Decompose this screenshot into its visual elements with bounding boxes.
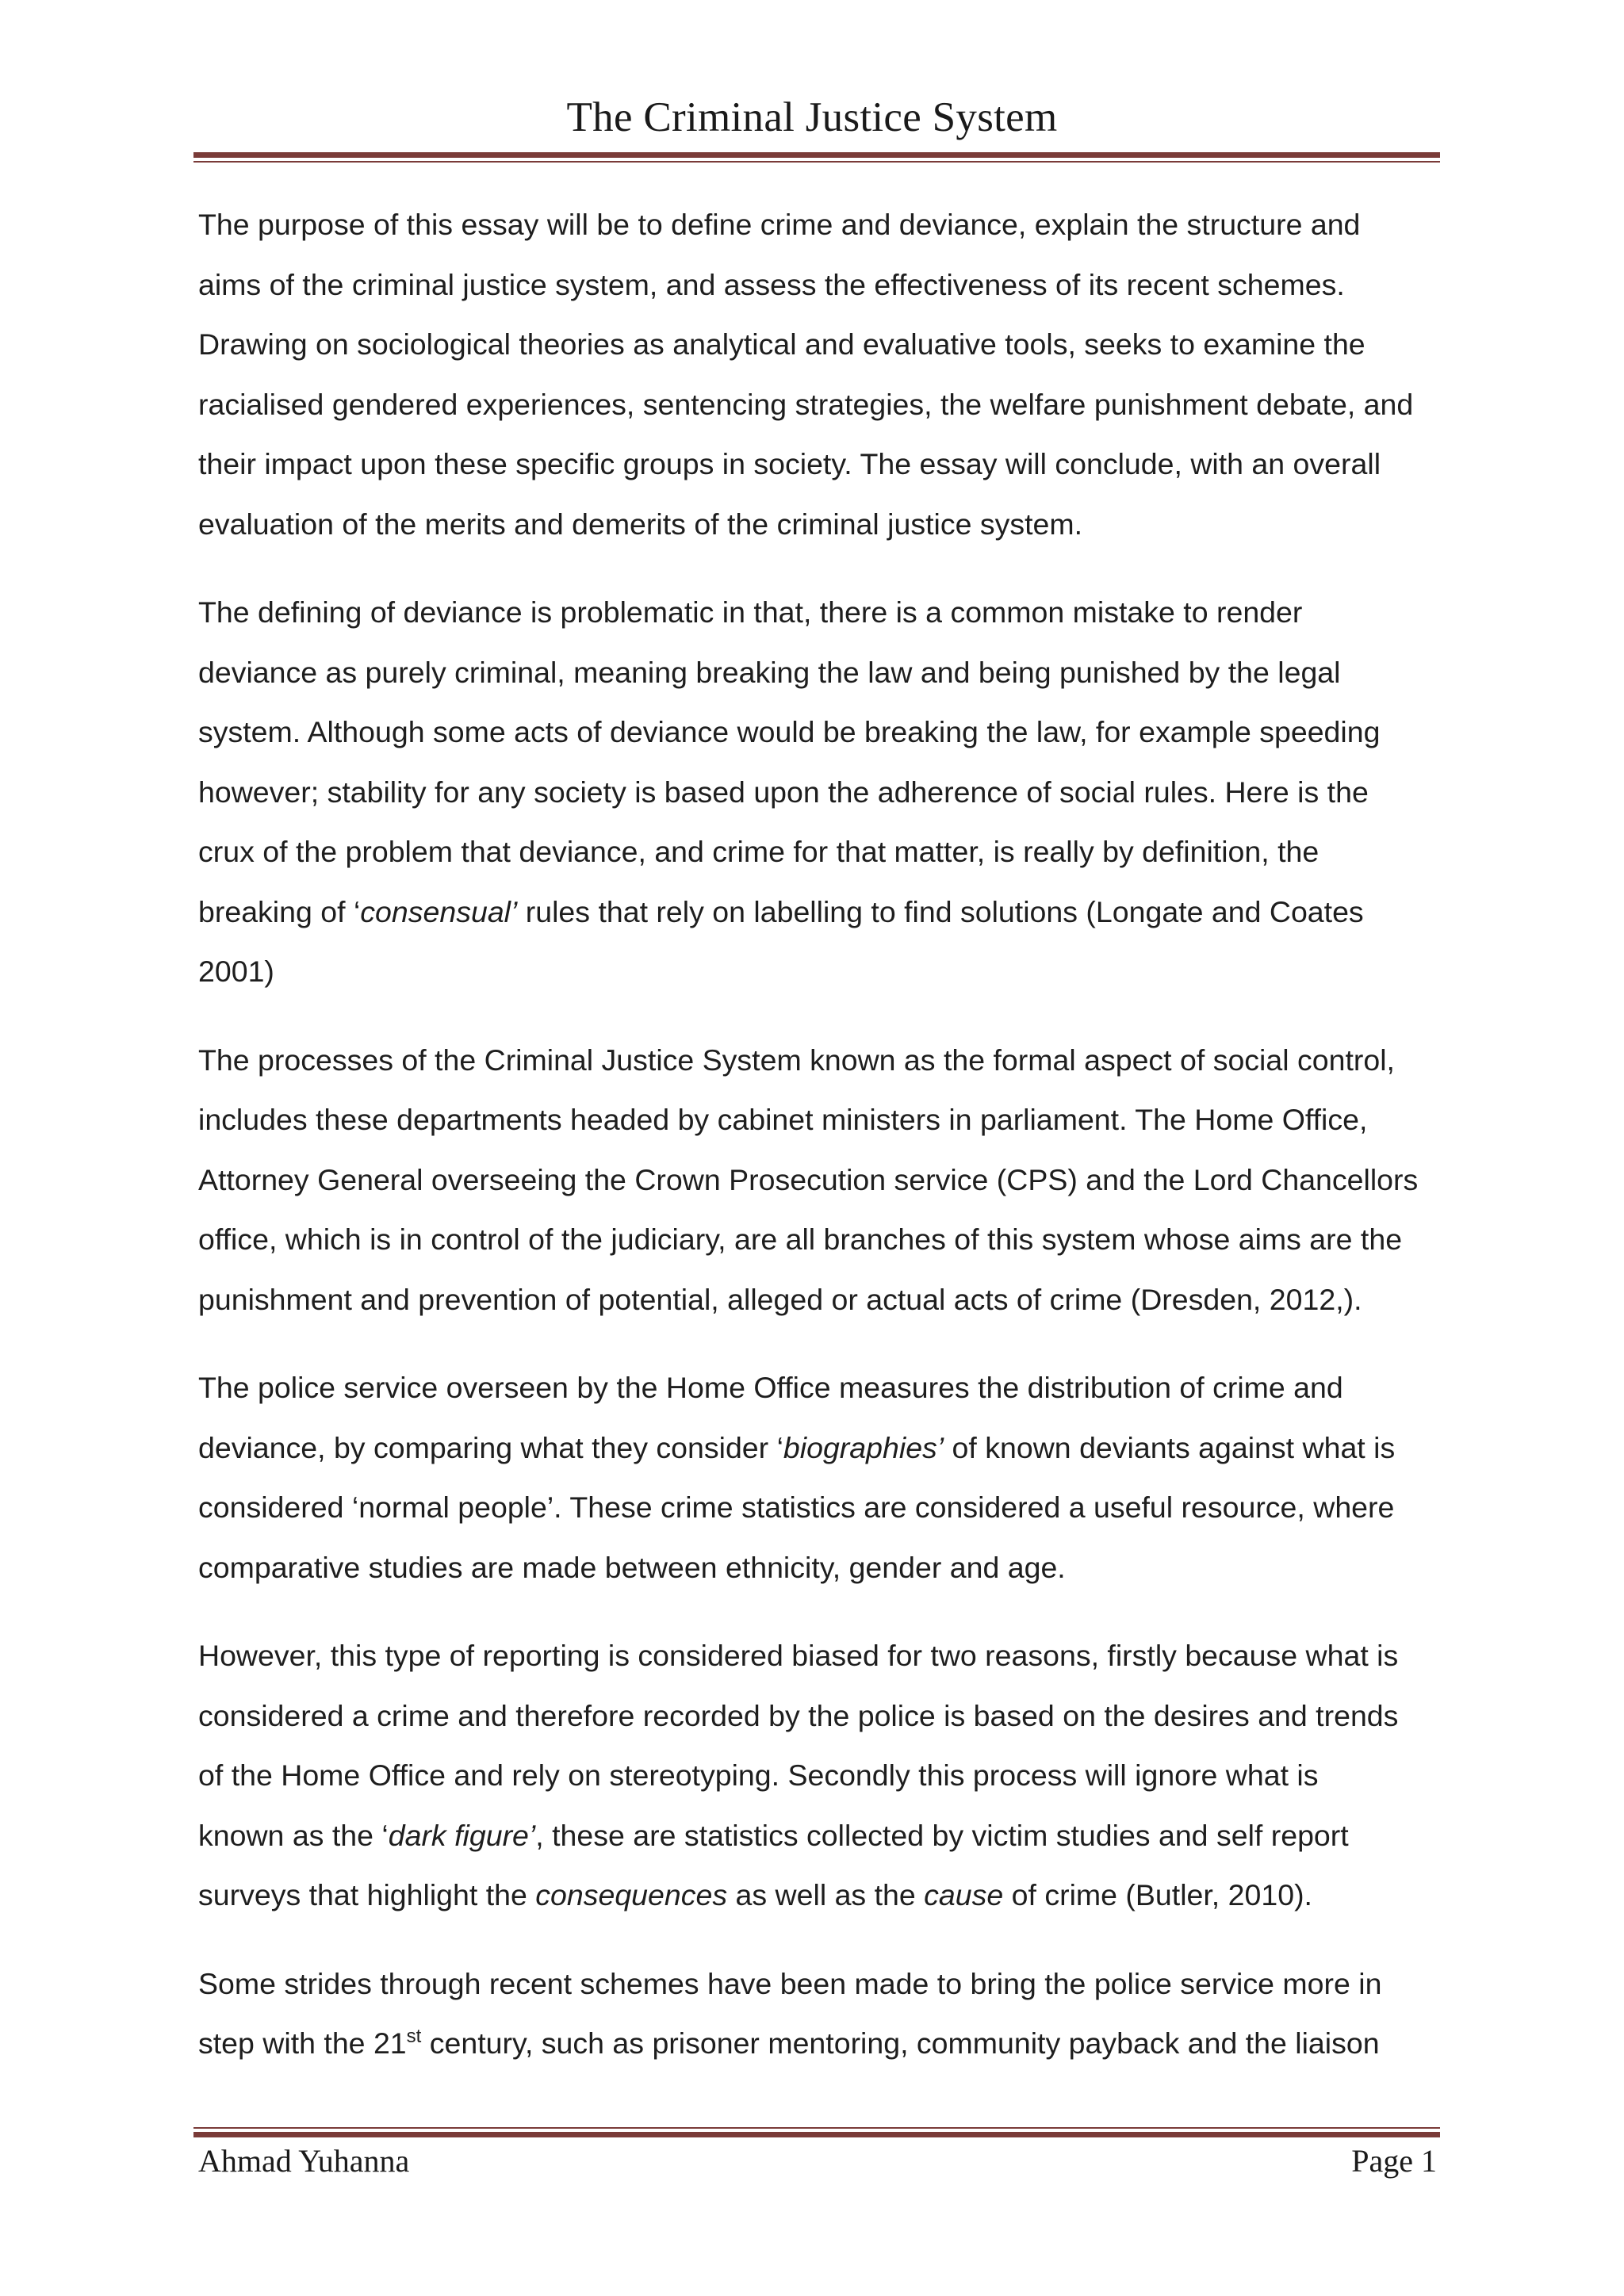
text-line: Some strides through recent schemes have been made to bring the police service more in — [198, 1966, 1382, 2000]
text-run: surveys that highlight the — [198, 1878, 536, 1911]
text-run: , these are statistics collected by victim studies and self report — [535, 1818, 1349, 1852]
italic-text: consensual’ — [360, 894, 518, 928]
paragraph-5 — [198, 1626, 1451, 1926]
text-line — [198, 1418, 1451, 1479]
text-run: of crime (Butler, 2010). — [1003, 1878, 1312, 1911]
text-line: The police service overseen by the Home Office measures the distribution of crime and — [198, 1371, 1343, 1404]
text-line: The processes of the Criminal Justice System known as the formal aspect of social control, — [198, 1043, 1395, 1077]
text-line: aims of the criminal justice system, and assess the effectiveness of its recent schemes. — [198, 267, 1345, 301]
text-line: however; stability for any society is based upon the adherence of social rules. Here is the — [198, 775, 1369, 809]
footer-rule — [193, 2127, 1440, 2137]
italic-text: biographies’ — [783, 1430, 944, 1464]
italic-text: cause — [924, 1878, 1004, 1911]
text-line: Drawing on sociological theories as analytical and evaluative tools, seeks to examine the — [198, 327, 1365, 361]
text-line: considered a crime and therefore recorded by the police is based on the desires and trends — [198, 1698, 1399, 1732]
text-run: rules that rely on labelling to find solutions (Longate and Coates — [517, 894, 1364, 928]
text-line — [198, 2014, 1451, 2074]
text-line: However, this type of reporting is considered biased for two reasons, firstly because what is — [198, 1639, 1399, 1672]
paragraph-6 — [198, 1954, 1451, 2074]
text-run: breaking of ‘ — [198, 894, 361, 928]
text-run: century, such as prisoner mentoring, community payback and the liaison — [421, 2026, 1380, 2060]
text-line: considered ‘normal people’. These crime statistics are considered a useful resource, where — [198, 1490, 1395, 1524]
italic-text: consequences — [535, 1878, 728, 1911]
essay-body — [198, 195, 1451, 2103]
paragraph-3 — [198, 1031, 1451, 1330]
text-line: includes these departments headed by cabinet ministers in parliament. The Home Office, — [198, 1103, 1368, 1136]
text-run: known as the ‘ — [198, 1818, 389, 1852]
text-line — [198, 1866, 1451, 1926]
paragraph-1 — [198, 195, 1451, 554]
italic-text: dark figure’ — [388, 1818, 536, 1852]
text-line: their impact upon these specific groups in society. The essay will conclude, with an overall — [198, 447, 1381, 480]
text-line: The defining of deviance is problematic in that, there is a common mistake to render — [198, 595, 1303, 629]
paragraph-4 — [198, 1358, 1451, 1598]
text-line: 2001) — [198, 955, 274, 988]
text-run: as well as the — [727, 1878, 925, 1911]
text-line: Attorney General overseeing the Crown Prosecution service (CPS) and the Lord Chancellors — [198, 1162, 1419, 1196]
page-header-title: The Criminal Justice System — [566, 94, 1058, 140]
text-run: step with the 21 — [198, 2026, 407, 2060]
text-line — [198, 1806, 1451, 1866]
header-rule-thin — [193, 161, 1440, 163]
text-line: comparative studies are made between ethnicity, gender and age. — [198, 1550, 1066, 1584]
header-rule — [193, 152, 1440, 163]
header-rule-thick — [193, 152, 1440, 158]
footer-rule-thick — [193, 2132, 1440, 2137]
footer-author: Ahmad Yuhanna — [198, 2143, 410, 2179]
text-line: The purpose of this essay will be to define crime and deviance, explain the structure and — [198, 208, 1361, 241]
text-line: office, which is in control of the judiciary, are all branches of this system whose aims are the — [198, 1223, 1403, 1256]
paragraph-2 — [198, 583, 1451, 1002]
text-run: of known deviants against what is — [944, 1430, 1396, 1464]
text-line: deviance as purely criminal, meaning breaking the law and being punished by the legal — [198, 655, 1341, 689]
text-line: racialised gendered experiences, sentencing strategies, the welfare punishment debate, and — [198, 387, 1414, 421]
text-line: punishment and prevention of potential, alleged or actual acts of crime (Dresden, 2012,). — [198, 1282, 1362, 1316]
text-line: of the Home Office and rely on stereotyping. Secondly this process will ignore what is — [198, 1758, 1319, 1792]
text-run: deviance, by comparing what they consider ‘ — [198, 1430, 783, 1464]
text-line — [198, 882, 1451, 943]
text-line: system. Although some acts of deviance would be breaking the law, for example speeding — [198, 715, 1381, 748]
text-line: crux of the problem that deviance, and crime for that matter, is really by definition, the — [198, 835, 1320, 868]
footer-page-number: Page 1 — [1351, 2143, 1437, 2179]
superscript: st — [406, 2026, 422, 2047]
footer-rule-thin — [193, 2127, 1440, 2129]
text-line: evaluation of the merits and demerits of the criminal justice system. — [198, 507, 1083, 541]
